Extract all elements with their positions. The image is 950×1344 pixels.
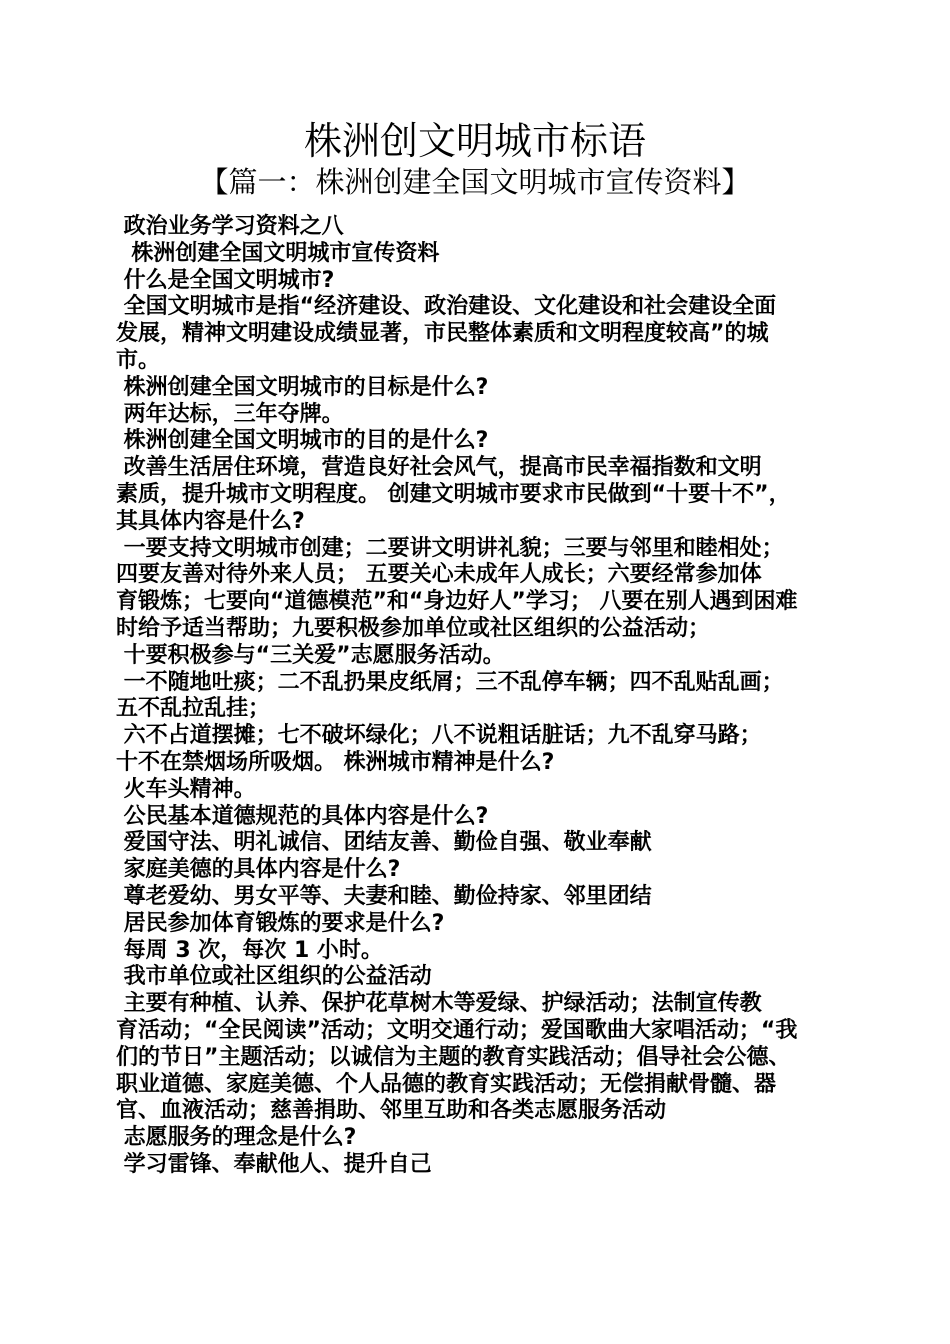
body-text-line: 育活动；“全民阅读”活动；文明交通行动；爱国歌曲大家唱活动；“我 (116, 1017, 798, 1043)
body-text-line: 改善生活居住环境，营造良好社会风气，提高市民幸福指数和文明 (116, 455, 762, 481)
body-text-line: 一要支持文明城市创建；二要讲文明讲礼貌；三要与邻里和睦相处； (116, 535, 784, 561)
body-text-line: 主要有种植、认养、保护花草树木等爱绿、护绿活动；法制宣传教 (116, 991, 762, 1017)
body-text-line: 居民参加体育锻炼的要求是什么? (116, 910, 445, 936)
body-text-line: 发展，精神文明建设成绩显著，市民整体素质和文明程度较高”的城 (116, 321, 769, 347)
body-text-line: 株洲创建全国文明城市的目标是什么? (116, 374, 489, 400)
body-text-line: 十不在禁烟场所吸烟。 株洲城市精神是什么? (116, 749, 555, 775)
body-text-line: 火车头精神。 (116, 776, 256, 802)
document-subtitle: 【篇一：株洲创建全国文明城市宣传资料】 (199, 165, 751, 199)
body-text-line: 素质，提升城市文明程度。 创建文明城市要求市民做到“十要十不”， (116, 481, 791, 507)
body-text-line: 家庭美德的具体内容是什么? (116, 857, 401, 883)
document-body (116, 214, 836, 1179)
body-text-line: 志愿服务的理念是什么? (116, 1125, 357, 1151)
body-text-line: 学习雷锋、奉献他人、提升自己 (116, 1151, 432, 1177)
body-text-line: 职业道德、家庭美德、个人品德的教育实践活动；无偿捐献骨髓、器 (116, 1071, 777, 1097)
body-text-line: 市。 (116, 347, 161, 373)
body-text-line: 每周 3 次，每次 1 小时。 (116, 937, 383, 963)
body-text-line: 一不随地吐痰；二不乱扔果皮纸屑；三不乱停车辆；四不乱贴乱画； (116, 669, 784, 695)
body-text-line: 官、血液活动；慈善捐助、邻里互助和各类志愿服务活动 (116, 1098, 667, 1124)
body-text-line: 株洲创建全国文明城市的目的是什么? (116, 428, 489, 454)
body-text-line: 什么是全国文明城市? (116, 267, 335, 293)
body-text-line: 全国文明城市是指“经济建设、政治建设、文化建设和社会建设全面 (116, 294, 777, 320)
body-text-line: 两年达标，三年夺牌。 (116, 401, 344, 427)
body-text-line: 株洲创建全国文明城市宣传资料 (116, 240, 440, 266)
body-text-line: 其具体内容是什么? (116, 508, 305, 534)
body-text-line: 我市单位或社区组织的公益活动 (116, 964, 432, 990)
body-text-line: 六不占道摆摊；七不破坏绿化；八不说粗话脏话；九不乱穿马路； (116, 723, 762, 749)
body-text-line: 时给予适当帮助；九要积极参加单位或社区组织的公益活动； (116, 615, 711, 641)
body-text-line: 公民基本道德规范的具体内容是什么? (116, 803, 489, 829)
body-text-line: 政治业务学习资料之八 (116, 214, 344, 239)
body-text-line: 爱国守法、明礼诚信、团结友善、勤俭自强、敬业奉献 (116, 830, 652, 856)
body-text-line: 育锻炼；七要向“道德模范”和“身边好人”学习； 八要在别人遇到困难 (116, 589, 798, 615)
body-text-line: 们的节日”主题活动；以诚信为主题的教育实践活动；倡导社会公德、 (116, 1044, 791, 1070)
body-text-line: 尊老爱幼、男女平等、夫妻和睦、勤俭持家、邻里团结 (116, 883, 652, 909)
body-text-line: 四要友善对待外来人员； 五要关心未成年人成长；六要经常参加体 (116, 562, 762, 588)
body-text-line: 五不乱拉乱挂； (116, 696, 271, 722)
body-text-line: 十要积极参与“三关爱”志愿服务活动。 (116, 642, 505, 668)
document-title: 株洲创文明城市标语 (303, 119, 646, 163)
